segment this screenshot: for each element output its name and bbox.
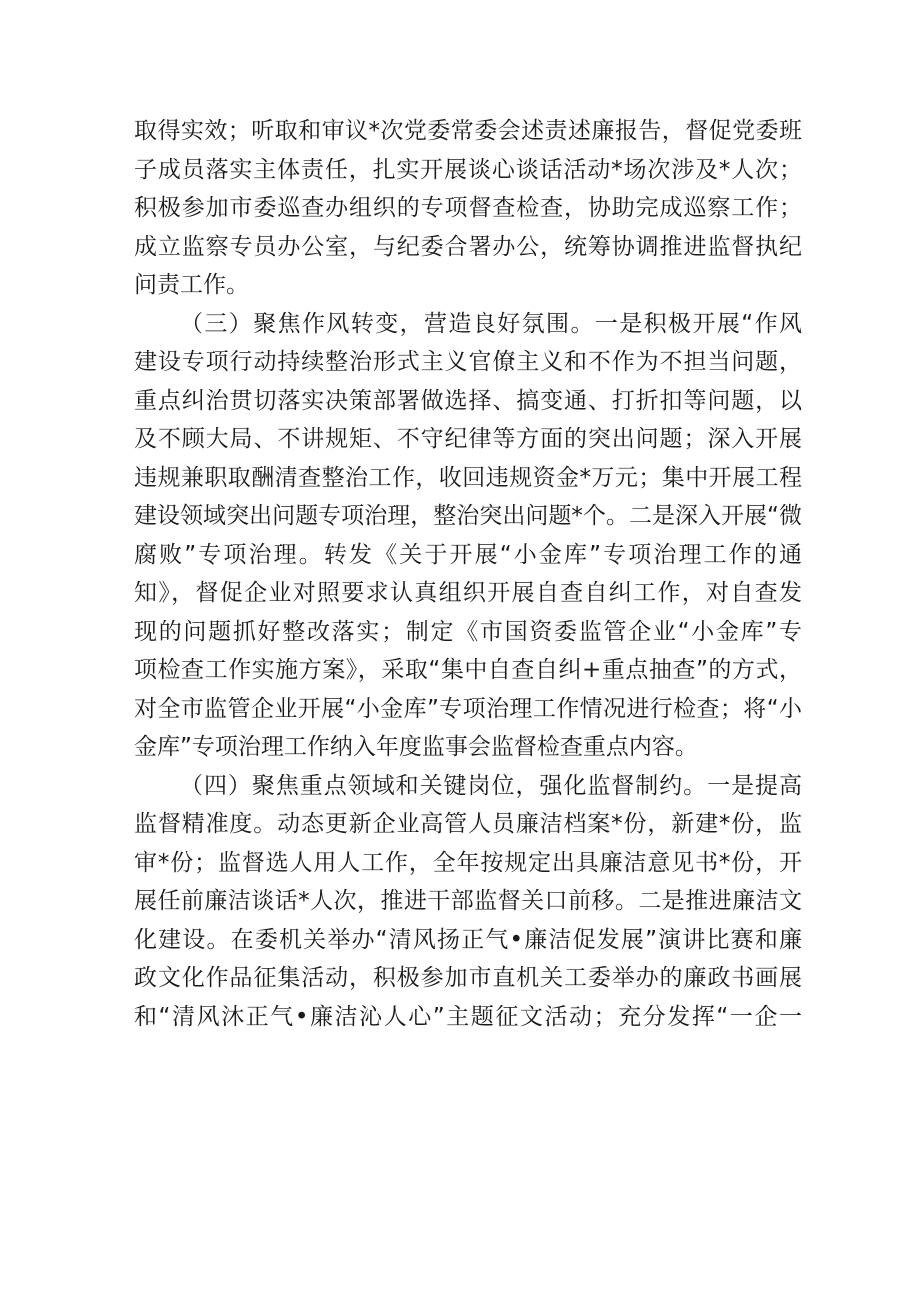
section-heading-line: （四）聚焦重点领域和关键岗位，强化监督制约。一是提高	[180, 772, 802, 799]
text-line: 问责工作。	[134, 272, 249, 298]
text-line: 子成员落实主体责任，扎实开展谈心谈话活动*场次涉及*人次；	[134, 156, 802, 183]
text-line: 腐败”专项治理。转发《关于开展“小金库”专项治理工作的通	[134, 541, 802, 568]
text-line: 取得实效；听取和审议*次党委常委会述责述廉报告，督促党委班	[134, 118, 802, 144]
text-line: 积极参加市委巡查办组织的专项督查检查，协助完成巡察工作；	[134, 195, 802, 221]
text-line: 建设领域突出问题专项治理，整治突出问题*个。二是深入开展“微	[134, 503, 802, 529]
text-line: 和“清风沐正气•廉洁沁人心”主题征文活动；充分发挥“一企一	[134, 1003, 802, 1030]
text-line: 展任前廉洁谈话*人次，推进干部监督关口前移。二是推进廉洁文	[134, 888, 802, 914]
text-line: 现的问题抓好整改落实；制定《市国资委监管企业“小金库”专	[134, 618, 802, 645]
document-body	[134, 112, 802, 1036]
text-line: 及不顾大局、不讲规矩、不守纪律等方面的突出问题；深入开展	[134, 426, 802, 452]
text-line: 审*份；监督选人用人工作，全年按规定出具廉洁意见书*份，开	[134, 849, 802, 876]
text-line: 知》，督促企业对照要求认真组织开展自查自纠工作，对自查发	[134, 580, 802, 606]
text-line: 违规兼职取酬清查整治工作，收回违规资金*万元；集中开展工程	[134, 464, 802, 491]
text-line: 监督精准度。动态更新企业高管人员廉洁档案*份，新建*份，监	[134, 811, 802, 837]
text-line: 金库”专项治理工作纳入年度监事会监督检查重点内容。	[134, 734, 698, 760]
text-line: 建设专项行动持续整治形式主义官僚主义和不作为不担当问题，	[134, 349, 802, 375]
text-line: 政文化作品征集活动，积极参加市直机关工委举办的廉政书画展	[134, 965, 802, 991]
section-heading-line: （三）聚焦作风转变，营造良好氛围。一是积极开展“作风	[180, 310, 802, 337]
text-line: 成立监察专员办公室，与纪委合署办公，统筹协调推进监督执纪	[134, 233, 802, 260]
text-line: 项检查工作实施方案》，采取“集中自查自纠+重点抽查”的方式，	[134, 657, 802, 683]
text-line: 化建设。在委机关举办“清风扬正气•廉洁促发展”演讲比赛和廉	[134, 926, 802, 953]
text-line: 重点纠治贯切落实决策部署做选择、搞变通、打折扣等问题，以	[134, 387, 802, 414]
text-line: 对全市监管企业开展“小金库”专项治理工作情况进行检查；将“小	[134, 695, 802, 722]
